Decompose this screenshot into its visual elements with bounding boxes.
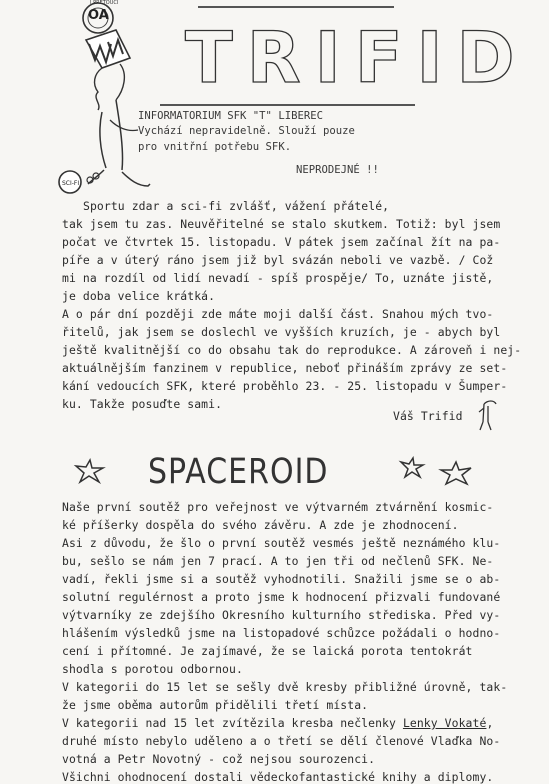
spaceroid-line: V kategorii do 15 let se sešly dvě kresby přibližné úrovně, tak- bbox=[62, 680, 508, 694]
masthead-title: TRIFID bbox=[185, 17, 529, 99]
signature: Váš Trifid bbox=[393, 409, 463, 423]
intro-line: aktuálnějším fanzinem v republice, neboť přináším zprávy ze set- bbox=[62, 361, 508, 375]
star-icon bbox=[398, 456, 426, 480]
svg-text:SCI-FI: SCI-FI bbox=[62, 180, 80, 187]
intro-line: tak jsem tu zas. Neuvěřitelné se stalo skutkem. Totiž: byl jsem bbox=[62, 217, 501, 231]
spaceroid-line: Asi z důvodu, že šlo o první soutěž vesmés ještě neznámého klu- bbox=[62, 536, 501, 550]
spaceroid-line: Naše první soutěž pro veřejnost ve výtvarném ztvárnění kosmic- bbox=[62, 500, 494, 514]
intro-line: řitelů, jak jsem se doslechl ve vyšších kruzích, je - abych byl bbox=[62, 325, 501, 339]
spaceroid-line: Všichni ohodnocení dostali vědeckofantastické knihy a diplomy. bbox=[62, 770, 494, 784]
spaceroid-line: votná a Petr Novotný - což nejsou sourozenci. bbox=[62, 752, 376, 766]
intro-line: A o pár dní později zde máte moji další část. Snahou mých tvo- bbox=[62, 307, 494, 321]
star-icon bbox=[72, 458, 106, 484]
intro-line: Sportu zdar a sci-fi zvlášť, vážení přátelé, bbox=[83, 199, 390, 213]
spaceroid-line: cení i přítomné. Je zajímavé, že se laická porota tentokrát bbox=[62, 644, 473, 658]
intro-line: je doba velice krátká. bbox=[62, 289, 216, 303]
winner-line bbox=[62, 716, 493, 730]
winner-name: Lenky Vokaté bbox=[402, 716, 487, 730]
masthead-rule bbox=[160, 104, 415, 106]
spaceroid-heading: SPACEROID bbox=[148, 452, 329, 493]
info-line: Vychází nepravidelně. Slouží pouze bbox=[138, 125, 355, 137]
intro-line: píře a v úterý ráno jsem již byl svázán neboli ve vazbě. / Což bbox=[62, 253, 494, 267]
info-line: INFORMATORIUM SFK "T" LIBEREC bbox=[138, 110, 323, 122]
winner-prefix: V kategorii nad 15 let zvítězila kresba nečlenky bbox=[62, 716, 403, 730]
star-icon bbox=[438, 460, 474, 486]
intro-line: ku. Takže posuďte sami. bbox=[62, 397, 223, 411]
spaceroid-line: shodla s porotou odbornou. bbox=[62, 662, 243, 676]
spaceroid-line: výtvarníky ze zdejšího Okresního kulturního střediska. Před vy- bbox=[62, 608, 501, 622]
intro-line: ještě kvalitnější co do obsahu tak do reprodukce. A zároveň i nej- bbox=[62, 343, 522, 357]
trifid-signature-figure-icon bbox=[470, 398, 500, 434]
spaceroid-line: bu, sešlo se nám jen 7 prací. A to jen tři od nečlenů SFK. Ne- bbox=[62, 554, 494, 568]
spaceroid-line: že jsme oběma autorům přidělili třetí místa. bbox=[62, 698, 369, 712]
spaceroid-line: hlášením výsledků jsme na listopadové schůzce požádali o hodno- bbox=[62, 626, 501, 640]
intro-line: mi na rozdíl od lidí nevadí - spíš prospěje/ To, uznáte jistě, bbox=[62, 271, 494, 285]
spaceroid-line: vadí, řekli jsme si a soutěž vyhodnotili. Snažili jsme se o ab- bbox=[62, 572, 501, 586]
logo-badge: OA bbox=[88, 8, 109, 23]
intro-line: kání vedoucích SFK, které proběhlo 23. - 25. listopadu v Šumper- bbox=[62, 379, 508, 393]
masthead-top-rule bbox=[198, 6, 394, 8]
trifid-mascot-illustration bbox=[58, 0, 188, 200]
winner-suffix: , bbox=[486, 716, 494, 730]
spaceroid-line: ké příšerky dospěla do svého závěru. A zde je zhodnocení. bbox=[62, 518, 459, 532]
info-line: pro vnitřní potřebu SFK. bbox=[138, 141, 292, 153]
logo-ring-text: I.PRETOUCI bbox=[90, 0, 119, 6]
spaceroid-line: solutní regulérnost a proto jsme k hodnocení přizvali fundované bbox=[62, 590, 501, 604]
not-for-sale-notice: NEPRODEJNÉ !! bbox=[296, 164, 379, 176]
spaceroid-line: druhé místo nebylo uděleno a o třetí se dělí členové Vlaďka No- bbox=[62, 734, 501, 748]
intro-line: počat ve čtvrtek 15. listopadu. V pátek jsem začínal žít na pa- bbox=[62, 235, 501, 249]
